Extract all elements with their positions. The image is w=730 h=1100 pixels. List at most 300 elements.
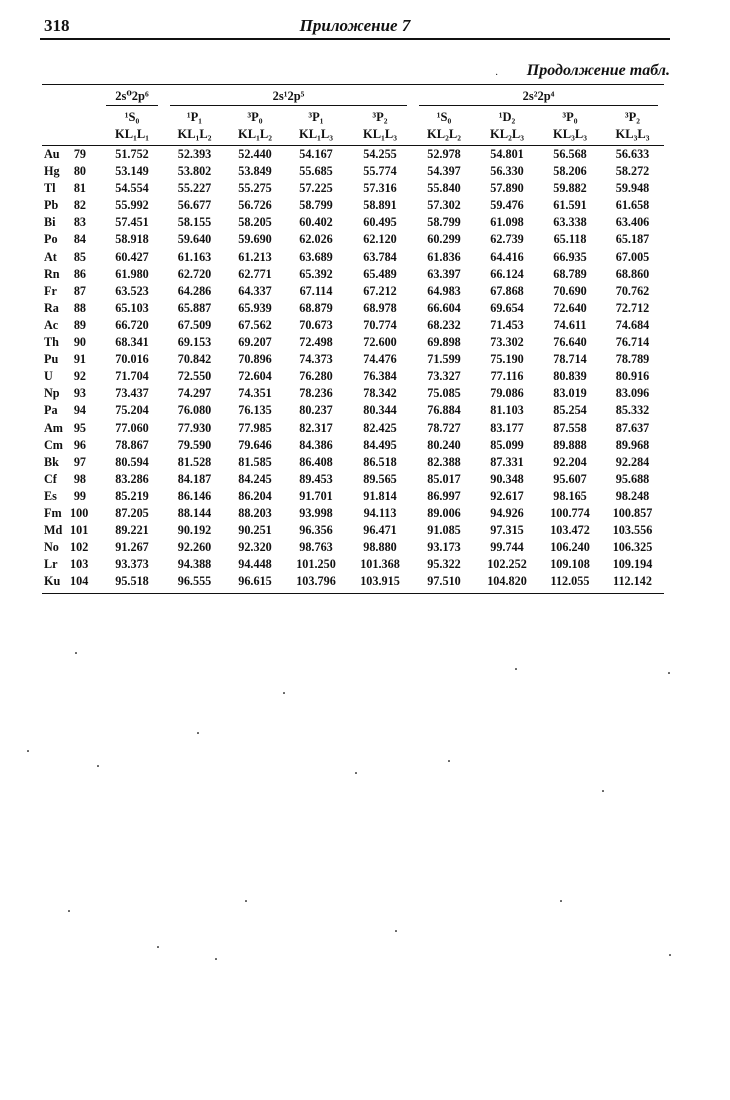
atomic-number: 89 [73,317,86,332]
energy-value: 98.880 [363,540,397,555]
energy-value: 78.236 [299,386,333,401]
energy-value: 76.080 [177,403,212,418]
atomic-number: 85 [73,249,86,264]
term-label: ¹P₁ [186,109,203,124]
energy-value: 72.600 [363,335,397,350]
energy-value: 75.190 [490,352,524,367]
energy-value: 78.727 [427,420,461,435]
energy-value: 77.116 [490,369,524,384]
running-title: Приложение 7 [299,16,411,35]
energy-value: 78.342 [363,386,397,401]
energy-value: 70.842 [177,352,212,367]
energy-value: 89.888 [553,437,587,452]
energy-value: 83.177 [490,420,524,435]
energy-value: 60.427 [115,249,149,264]
energy-value: 56.633 [615,147,650,161]
term-label: ³P₂ [624,109,641,124]
energy-value: 90.192 [177,523,212,538]
table-row [42,300,664,317]
energy-value: 64.983 [427,283,461,298]
energy-value: 64.337 [238,283,272,298]
atomic-number: 94 [73,403,86,418]
energy-value: 90.348 [490,471,524,486]
energy-value: 91.267 [115,540,149,555]
element-symbol: Ku [44,574,61,589]
energy-value: 85.219 [115,488,149,503]
energy-value: 76.884 [427,403,461,418]
energy-value: 75.085 [427,386,461,401]
table-row [42,351,664,368]
print-speck [27,750,29,752]
atomic-number: 83 [73,215,86,230]
energy-value: 61.836 [427,249,461,264]
energy-value: 94.926 [490,505,524,520]
energy-value: 80.344 [363,403,397,418]
term-label: ³P₂ [372,109,388,124]
energy-value: 109.194 [612,557,653,572]
print-speck [245,900,247,902]
atomic-number: 84 [73,232,86,247]
table-row [42,573,664,590]
print-speck [560,900,562,902]
table-row [42,283,664,300]
energy-value: 81.103 [490,403,524,418]
energy-value: 65.939 [238,300,272,315]
energy-value: 70.896 [238,352,272,367]
table-row [42,266,664,283]
energy-value: 62.771 [238,266,272,281]
atomic-number: 95 [73,420,86,435]
page-number: 318 [44,16,70,35]
energy-value: 59.690 [238,232,272,247]
energy-value: 84.187 [177,471,212,486]
energy-value: 69.207 [238,335,272,350]
data-table-container [42,84,664,594]
energy-value: 66.604 [427,300,461,315]
energy-value: 59.640 [177,232,212,247]
print-speck [215,958,217,960]
energy-value: 65.187 [615,232,650,247]
element-symbol: Es [44,488,57,503]
energy-value: 61.591 [553,198,587,213]
energy-value: 60.402 [299,215,333,230]
element-symbol: U [44,369,53,384]
energy-value: 60.495 [363,215,397,230]
energy-value: 95.322 [427,557,461,572]
element-symbol: Hg [44,164,60,179]
energy-value: 53.849 [238,164,272,179]
energy-value: 74.684 [615,317,650,332]
atomic-number: 90 [73,335,86,350]
energy-value: 80.594 [115,454,149,469]
energy-value: 85.099 [490,437,524,452]
energy-value: 55.774 [363,164,397,179]
energy-value: 68.978 [363,300,397,315]
energy-value: 54.255 [363,147,397,161]
energy-value: 54.167 [299,147,333,161]
energy-value: 77.985 [238,420,272,435]
configuration-header [100,85,164,106]
table-row [42,385,664,402]
energy-value: 95.518 [115,574,149,589]
energy-value: 58.799 [427,215,461,230]
energy-value: 72.640 [553,300,587,315]
energy-value: 56.726 [238,198,272,213]
energy-value: 94.448 [238,557,272,572]
energy-value: 72.712 [615,300,650,315]
print-speck [668,672,670,674]
energy-value: 78.867 [115,437,149,452]
print-speck [75,652,77,654]
transition-label: KL₃L₃ [539,125,601,146]
atomic-number: 93 [73,386,86,401]
table-row [42,454,664,471]
energy-value: 53.802 [177,164,212,179]
configuration-label: 2s²2p⁴ [419,89,658,106]
energy-value: 76.280 [299,369,333,384]
energy-value: 88.203 [238,505,272,520]
element-symbol: Fm [44,505,62,520]
energy-value: 67.212 [363,283,397,298]
atomic-number: 98 [73,471,86,486]
element-symbol: Np [44,386,60,401]
atomic-number: 88 [73,300,86,315]
energy-value: 66.720 [115,317,149,332]
energy-value: 52.978 [427,147,461,161]
atomic-number: 101 [70,523,89,538]
energy-value: 71.599 [427,352,461,367]
atomic-number: 99 [73,488,86,503]
transition-label: KL₁L₃ [347,125,413,146]
energy-value: 66.124 [490,266,524,281]
print-speck [68,910,70,912]
energy-value: 63.689 [299,249,333,264]
energy-value: 58.891 [363,198,397,213]
atomic-number: 80 [73,164,86,179]
configuration-header [164,85,413,106]
energy-value: 87.558 [553,420,587,435]
energy-value: 104.820 [487,574,527,589]
energy-value: 100.857 [612,505,653,520]
energy-value: 72.498 [299,335,333,350]
energy-value: 66.935 [553,249,587,264]
energy-value: 56.568 [553,147,587,161]
element-symbol: Po [44,232,58,247]
table-row [42,231,664,248]
print-speck [157,946,159,948]
energy-value: 61.213 [238,249,272,264]
energy-value: 84.386 [299,437,333,452]
term-label: ³P₀ [562,109,578,124]
energy-value: 83.019 [553,386,587,401]
element-symbol: Tl [44,181,56,196]
energy-value: 71.704 [115,369,149,384]
energy-value: 62.120 [363,232,397,247]
term-label: ³P₁ [308,109,324,124]
element-symbol: Cm [44,437,63,452]
energy-value: 96.555 [177,574,212,589]
energy-value: 73.437 [115,386,149,401]
print-speck [97,765,99,767]
table-row [42,556,664,573]
energy-value: 77.060 [115,420,149,435]
energy-value: 61.658 [615,198,650,213]
table-row [42,317,664,334]
energy-value: 89.006 [427,505,461,520]
energy-value: 63.338 [553,215,587,230]
energy-value: 81.585 [238,454,272,469]
print-speck [395,930,397,932]
table-row [42,197,664,214]
element-symbol: Pb [44,198,59,213]
print-speck [669,954,671,956]
energy-value: 58.272 [615,164,650,179]
print-speck [602,790,604,792]
energy-value: 90.251 [238,523,272,538]
energy-value: 62.720 [177,266,212,281]
energy-value: 85.254 [553,403,587,418]
table-row [42,420,664,437]
table-row [42,214,664,231]
energy-value: 84.245 [238,471,272,486]
table-bottom-rule [42,593,664,594]
element-symbol: Th [44,335,59,350]
energy-value: 96.471 [363,523,397,538]
table-row [42,522,664,539]
energy-value: 92.284 [615,454,650,469]
print-speck [515,668,517,670]
energy-value: 51.752 [115,147,149,161]
energy-value: 101.368 [360,557,400,572]
energy-value: 83.096 [615,386,650,401]
energy-value: 70.016 [115,352,149,367]
energy-value: 74.476 [363,352,397,367]
energy-value: 58.205 [238,215,272,230]
table-row [42,402,664,419]
energy-value: 86.204 [238,488,272,503]
table-row [42,471,664,488]
element-symbol: Au [44,147,60,161]
energy-value: 69.153 [177,335,212,350]
page-header [40,14,670,40]
energy-value: 78.714 [553,352,587,367]
energy-value: 57.451 [115,215,149,230]
energy-value: 94.388 [177,557,212,572]
energy-value: 89.565 [363,471,397,486]
energy-value: 70.690 [553,283,587,298]
configuration-label: 2s¹2p⁵ [170,89,407,106]
energy-value: 63.397 [427,266,461,281]
configuration-header [413,85,664,106]
energy-value: 73.327 [427,369,461,384]
element-symbol: Ra [44,300,59,315]
energy-value: 106.240 [550,540,590,555]
energy-value: 80.839 [553,369,587,384]
configuration-label: 2s⁰2p⁶ [106,88,158,106]
energy-value: 79.590 [177,437,212,452]
energy-value: 88.144 [177,505,212,520]
table-continuation-label: Продолжение табл. [526,62,670,79]
atomic-number: 97 [73,454,86,469]
energy-value: 67.562 [238,317,272,332]
table-row [42,334,664,351]
energy-value: 80.237 [299,403,333,418]
energy-value: 68.341 [115,335,149,350]
energy-value: 64.286 [177,283,212,298]
table-row [42,539,664,556]
energy-value: 70.762 [615,283,650,298]
energy-value: 52.440 [238,147,272,161]
energy-value: 82.317 [299,420,333,435]
term-label: ¹S₀ [436,109,452,124]
atomic-number: 87 [73,283,86,298]
energy-value: 79.646 [238,437,272,452]
energy-value: 86.146 [177,488,212,503]
energy-value: 112.055 [550,574,590,589]
atomic-number: 104 [70,574,89,589]
atomic-number: 103 [70,557,89,572]
energy-value: 76.640 [553,335,587,350]
energy-value: 87.205 [115,505,149,520]
energy-value: 77.930 [177,420,212,435]
energy-value: 96.615 [238,574,272,589]
energy-value: 57.302 [427,198,461,213]
energy-value: 57.316 [363,181,397,196]
energy-value: 91.701 [299,488,333,503]
element-symbol: Cf [44,471,57,486]
energy-value: 63.406 [615,215,650,230]
energy-value: 67.868 [490,283,524,298]
energy-value: 55.685 [299,164,333,179]
energy-value: 103.915 [360,574,400,589]
element-symbol: Am [44,420,63,435]
element-symbol: Pa [44,403,58,418]
transition-label: KL₁L₃ [285,125,347,146]
element-symbol: Fr [44,283,57,298]
transition-label: KL₂L₃ [475,125,539,146]
term-header-row [42,106,664,125]
energy-value: 74.297 [177,386,212,401]
energy-value: 94.113 [363,505,397,520]
energy-value: 86.997 [427,488,461,503]
energy-value: 54.801 [490,147,524,161]
energy-value: 80.916 [615,369,650,384]
atomic-number: 86 [73,266,86,281]
print-speck [283,692,285,694]
energy-value: 67.509 [177,317,212,332]
energy-value: 84.495 [363,437,397,452]
energy-value: 93.998 [299,505,333,520]
energy-value: 75.204 [115,403,149,418]
element-symbol: Rn [44,266,60,281]
energy-value: 87.331 [490,454,524,469]
energy-value: 92.617 [490,488,524,503]
energy-value: 95.607 [553,471,587,486]
energy-value: 69.654 [490,300,524,315]
energy-value: 73.302 [490,335,524,350]
table-row [42,437,664,454]
energy-value: 55.840 [427,181,461,196]
energy-value: 71.453 [490,317,524,332]
energy-value: 76.714 [615,335,650,350]
table-row [42,368,664,385]
atomic-number: 96 [73,437,86,452]
energy-value: 59.948 [615,181,650,196]
energy-value: 65.118 [553,232,587,247]
energy-value: 97.510 [427,574,461,589]
term-label: ¹D₂ [498,109,516,124]
atomic-number: 100 [70,505,89,520]
transition-header-row [42,125,664,146]
energy-value: 68.789 [553,266,587,281]
energy-value: 57.890 [490,181,524,196]
energy-value: 58.206 [553,164,587,179]
energy-value: 91.085 [427,523,461,538]
energy-value: 81.528 [177,454,212,469]
element-symbol: Bi [44,215,56,230]
atomic-number: 81 [73,181,86,196]
table-row [42,146,664,164]
configuration-header-row [42,85,664,106]
energy-value: 95.688 [615,471,650,486]
energy-value: 92.320 [238,540,272,555]
energy-value: 68.232 [427,317,461,332]
energy-value: 68.879 [299,300,333,315]
energy-value: 74.373 [299,352,333,367]
atomic-number: 79 [73,147,86,161]
energy-value: 100.774 [550,505,590,520]
energy-value: 72.550 [177,369,212,384]
energy-value: 61.098 [490,215,524,230]
energy-value: 87.637 [615,420,650,435]
energy-value: 106.325 [612,540,653,555]
table-body [42,146,664,591]
energy-value: 52.393 [177,147,212,161]
energy-value: 57.225 [299,181,333,196]
energy-value: 82.388 [427,454,461,469]
element-symbol: Pu [44,352,59,367]
energy-value: 63.523 [115,283,149,298]
energy-value: 60.299 [427,232,461,247]
print-speck [355,772,357,774]
print-speck [197,732,199,734]
energy-value: 93.173 [427,540,461,555]
energy-value: 61.980 [115,266,149,281]
energy-value: 62.739 [490,232,524,247]
energy-value: 112.142 [613,574,652,589]
energy-value: 103.796 [296,574,336,589]
element-symbol: Md [44,523,63,538]
atomic-number: 91 [73,352,86,367]
energy-value: 67.005 [615,249,650,264]
table-row [42,249,664,266]
energy-value: 62.026 [299,232,333,247]
atomic-number: 102 [70,540,89,555]
energy-value: 89.221 [115,523,149,538]
auger-energy-table [42,85,664,590]
energy-value: 53.149 [115,164,149,179]
energy-value: 83.286 [115,471,149,486]
energy-value: 109.108 [550,557,590,572]
energy-value: 98.763 [299,540,333,555]
energy-value: 89.453 [299,471,333,486]
energy-value: 78.789 [615,352,650,367]
energy-value: 65.887 [177,300,212,315]
term-label: ¹S₀ [124,109,140,124]
energy-value: 61.163 [177,249,212,264]
transition-label: KL₃L₃ [601,125,664,146]
energy-value: 54.554 [115,181,149,196]
